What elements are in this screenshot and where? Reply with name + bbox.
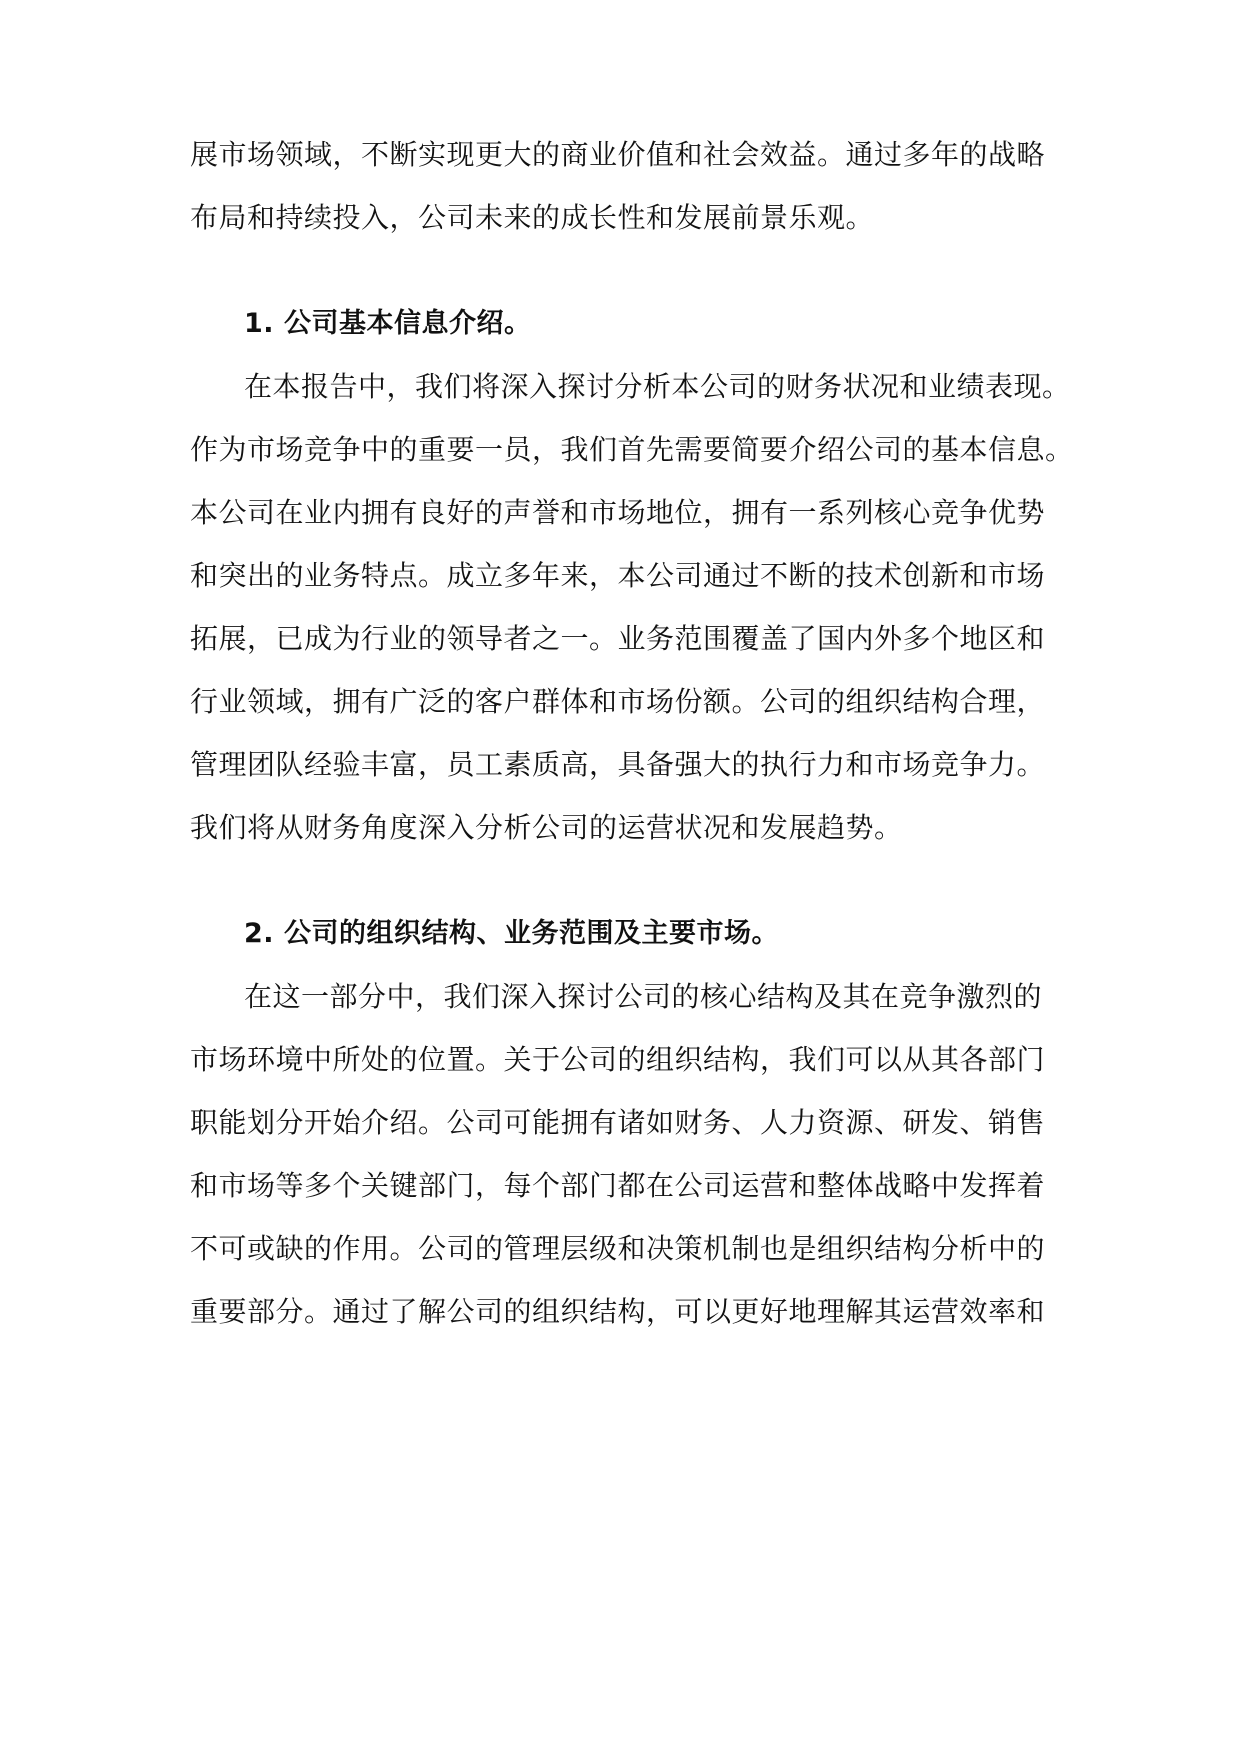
section-2-line: 重要部分。通过了解公司的组织结构，可以更好地理解其运营效率和 xyxy=(190,1295,1046,1328)
section-1-line: 行业领域，拥有广泛的客户群体和市场份额。公司的组织结构合理， xyxy=(190,685,1046,718)
section-1-line: 管理团队经验丰富，员工素质高，具备强大的执行力和市场竞争力。 xyxy=(190,748,1046,781)
section-1-line: 本公司在业内拥有良好的声誉和市场地位，拥有一系列核心竞争优势 xyxy=(190,496,1046,529)
section-1-heading: 1. 公司基本信息介绍。 xyxy=(244,308,532,339)
section-2-line: 市场环境中所处的位置。关于公司的组织结构，我们可以从其各部门 xyxy=(190,1043,1046,1076)
section-1-line: 在本报告中，我们将深入探讨分析本公司的财务状况和业绩表现。 xyxy=(244,370,1071,403)
section-1-line: 作为市场竞争中的重要一员，我们首先需要简要介绍公司的基本信息。 xyxy=(190,433,1074,466)
section-2-line: 在这一部分中，我们深入探讨公司的核心结构及其在竞争激烈的 xyxy=(244,980,1043,1013)
section-1-line: 我们将从财务角度深入分析公司的运营状况和发展趋势。 xyxy=(190,811,903,844)
section-2-line: 职能划分开始介绍。公司可能拥有诸如财务、人力资源、研发、销售 xyxy=(190,1106,1046,1139)
section-2-line: 和市场等多个关键部门，每个部门都在公司运营和整体战略中发挥着 xyxy=(190,1169,1046,1202)
intro-line: 展市场领域，不断实现更大的商业价值和社会效益。通过多年的战略 xyxy=(190,138,1046,171)
section-1-line: 和突出的业务特点。成立多年来，本公司通过不断的技术创新和市场 xyxy=(190,559,1046,592)
intro-line: 布局和持续投入，公司未来的成长性和发展前景乐观。 xyxy=(190,201,875,234)
section-1-line: 拓展，已成为行业的领导者之一。业务范围覆盖了国内外多个地区和 xyxy=(190,622,1046,655)
section-2-line: 不可或缺的作用。公司的管理层级和决策机制也是组织结构分析中的 xyxy=(190,1232,1046,1265)
section-2-heading: 2. 公司的组织结构、业务范围及主要市场。 xyxy=(244,918,779,949)
